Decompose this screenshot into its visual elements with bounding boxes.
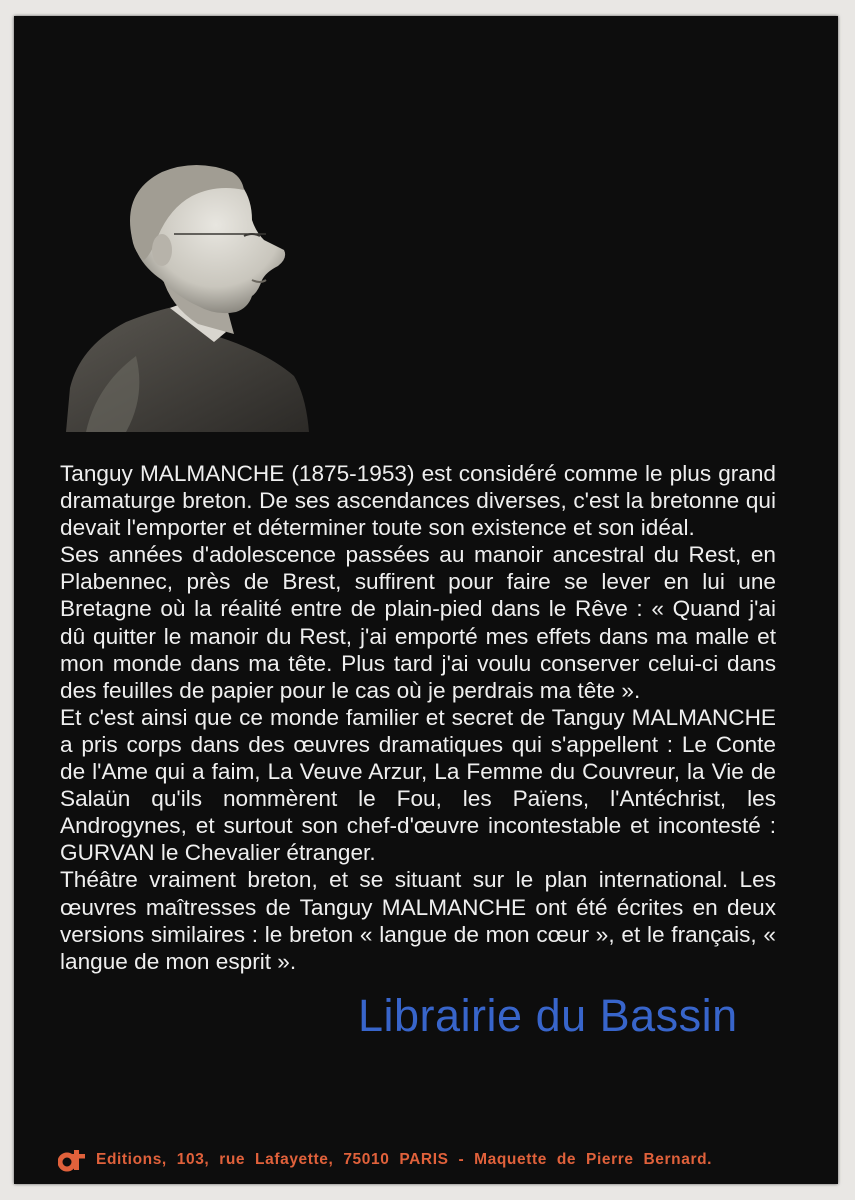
publisher-address: Editions, 103, rue Lafayette, 75010 PARIS - Maquette de Pierre Bernard. xyxy=(96,1151,713,1168)
publisher-footer xyxy=(58,1148,712,1172)
publisher-logo-icon xyxy=(58,1148,88,1172)
bio-paragraph-4: Théâtre vraiment breton, et se situant sur le plan international. Les œuvres maîtresses de Tanguy MALMANCHE ont été écrites en deux versions similaires : le breton « langue de mon cœur », et le français, « langue de mon esprit ». xyxy=(60,867,776,974)
bio-paragraph-1: Tanguy MALMANCHE (1875-1953) est considéré comme le plus grand dramaturge breton. De ses ascendances diverses, c'est la bretonne qui devait l'emporter et déterminer toute son existence et son idéal. xyxy=(60,461,776,541)
author-biography xyxy=(60,460,776,975)
seller-watermark: Librairie du Bassin xyxy=(358,990,738,1041)
bio-paragraph-2: Ses années d'adolescence passées au manoir ancestral du Rest, en Plabennec, près de Brest, suffirent pour faire se lever en lui une Bretagne où la réalité entre de plain-pied dans le Rêve : « Quand j'ai dû quitter le manoir du Rest, j'ai emporté mes effets dans ma malle et mon monde dans ma tête. Plus tard j'ai voulu conserver celui-ci dans des feuilles de papier pour le cas où je perdrais ma tête ». xyxy=(60,542,776,703)
author-portrait xyxy=(66,156,309,432)
portrait-photo-icon xyxy=(66,156,309,432)
bio-paragraph-3: Et c'est ainsi que ce monde familier et secret de Tanguy MALMANCHE a pris corps dans des œuvres dramatiques qui s'appellent : Le Conte de l'Ame qui a faim, La Veuve Arzur, La Femme du Couvreur, la Vie de Salaün qu'ils nommèrent le Fou, les Païens, l'Antéchrist, les Androgynes, et surtout son chef-d'œuvre incontestable et incontesté : GURVAN le Chevalier étranger. xyxy=(60,704,776,866)
